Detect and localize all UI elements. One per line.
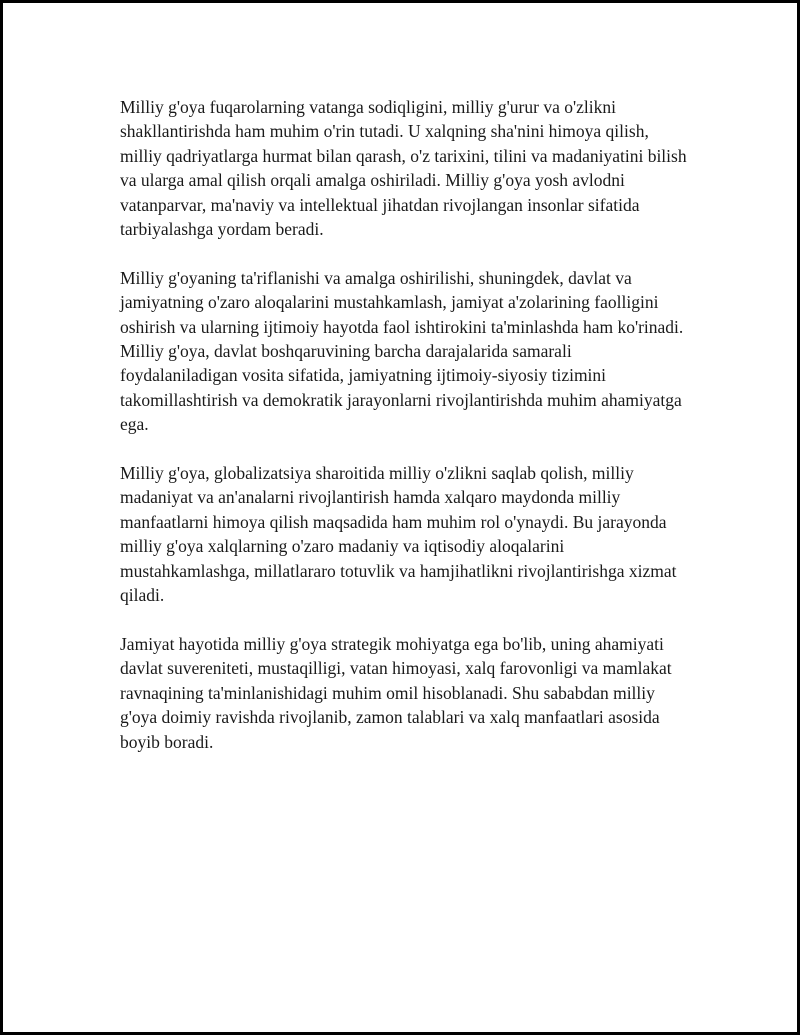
document-body [120,95,690,778]
paragraph-4: Jamiyat hayotida milliy g'oya strategik mohiyatga ega bo'lib, uning ahamiyati davlat suvereniteti, mustaqilligi, vatan himoyasi, xalq farovonligi va mamlakat ravnaqining ta'minlanishidagi muhim omil hisoblanadi. Shu sababdan milliy g'oya doimiy ravishda rivojlanib, zamon talablari va xalq manfaatlari asosida boyib boradi. [120,633,672,752]
paragraph-3: Milliy g'oya, globalizatsiya sharoitida milliy o'zlikni saqlab qolish, milliy madaniyat va an'analarni rivojlantirish hamda xalqaro maydonda milliy manfaatlarni himoya qilish maqsadida ham muhim rol o'ynaydi. Bu jarayonda milliy g'oya xalqlarning o'zaro madaniy va iqtisodiy aloqalarini mustahkamlashga, millatlararo totuvlik va hamjihatlikni rivojlantirishga xizmat qiladi. [120,463,677,606]
paragraph-1: Milliy g'oya fuqarolarning vatanga sodiqligini, milliy g'urur va o'zlikni shakllantirishda ham muhim o'rin tutadi. U xalqning sha'nini himoya qilish, milliy qadriyatlarga hurmat bilan qarash, o'z tarixini, tilini va madaniyatini bilish va ularga amal qilish orqali amalga oshiriladi. Milliy g'oya yosh avlodni vatanparvar, ma'naviy va intellektual jihatdan rivojlangan insonlar sifatida tarbiyalashga yordam beradi. [120,97,687,240]
paragraph-2: Milliy g'oyaning ta'riflanishi va amalga oshirilishi, shuningdek, davlat va jamiyatning o'zaro aloqalarini mustahkamlash, jamiyat a'zolarining faolligini oshirish va ularning ijtimoiy hayotda faol ishtirokini ta'minlashda ham ko'rinadi. Milliy g'oya, davlat boshqaruvining barcha darajalarida samarali foydalaniladigan vosita sifatida, jamiyatning ijtimoiy-siyosiy tizimini takomillashtirish va demokratik jarayonlarni rivojlantirishda muhim ahamiyatga ega. [120,267,684,435]
